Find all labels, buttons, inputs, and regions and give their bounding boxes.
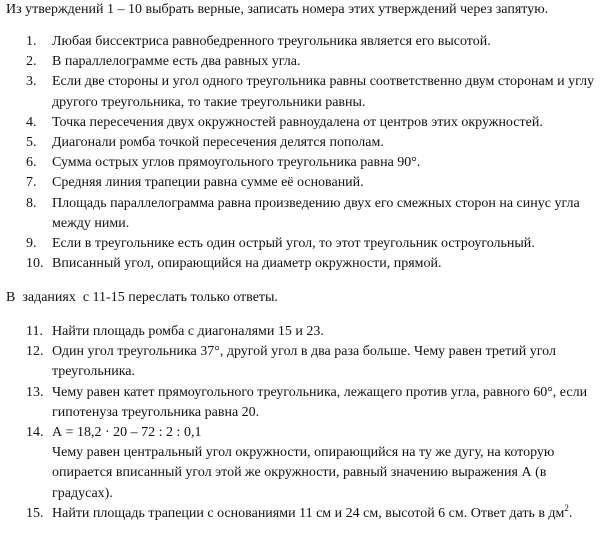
item-number: 11. (26, 324, 43, 339)
superscript-exponent: 2 (564, 502, 569, 513)
statements-list (0, 32, 608, 274)
item-text: Если в треугольнике есть один острый угол, то этот треугольник остроугольный. (52, 236, 535, 252)
item-text: Вписанный угол, опирающийся на диаметр окружности, прямой. (52, 256, 442, 272)
item-text: Найти площадь трапеции с основаниями 11 см и 24 см, высотой 6 см. Ответ дать в дм (52, 505, 565, 521)
item-text: Найти площадь ромба с диагоналями 15 и 23. (52, 324, 324, 339)
item-text: В параллелограмме есть два равных угла. (52, 54, 301, 70)
list-item (0, 32, 608, 52)
list-item (0, 322, 608, 342)
list-item (0, 72, 608, 112)
item-number: 13. (26, 384, 44, 400)
list-item (0, 234, 608, 254)
item-text: Если две стороны и угол одного треугольника равны соответственно двум сторонам и углу другого треугольника, то такие треугольники равны. (52, 74, 595, 110)
list-item (0, 153, 608, 173)
item-number: 15. (26, 505, 44, 521)
list-item (0, 194, 608, 234)
list-item (0, 133, 608, 153)
list-item (0, 113, 608, 133)
item-text: Чему равен катет прямоугольного треугольника, лежащего против угла, равного 60°, если гипотенуза треугольника равна 20. (52, 384, 588, 420)
item-number: 10. (26, 256, 44, 272)
list-item (0, 254, 608, 274)
item-text: Любая биссектриса равнобедренного треугольника является его высотой. (52, 34, 491, 49)
item-text: Сумма острых углов прямоугольного треугольника равна 90°. (52, 155, 421, 171)
item-text: Точка пересечения двух окружностей равноудалена от центров этих окружностей. (52, 114, 543, 130)
item-number: 7. (26, 175, 37, 191)
list-item (0, 52, 608, 72)
list-item (0, 173, 608, 193)
item-number: 1. (26, 34, 37, 49)
item-expression: А = 18,2 · 20 – 72 : 2 : 0,1 (52, 425, 202, 441)
item-number: 2. (26, 54, 37, 70)
list-item (0, 423, 608, 504)
item-number: 6. (26, 155, 37, 171)
tasks-list (0, 322, 608, 524)
item-number: 9. (26, 236, 37, 252)
list-item (0, 383, 608, 423)
item-text: Чему равен центральный угол окружности, опирающийся на ту же дугу, на которую опирается вписанный угол этой же окружности, равный значению выражения А (в градусах). (52, 445, 555, 501)
list-item (0, 342, 608, 382)
item-number: 4. (26, 114, 37, 130)
intro-instruction: Из утверждений 1 – 10 выбрать верные, записать номера этих утверждений через запятую. (6, 2, 549, 17)
item-number: 3. (26, 74, 37, 90)
item-text: Средняя линия трапеции равна сумме её оснований. (52, 175, 364, 191)
item-number: 12. (26, 344, 44, 360)
item-text: Диагонали ромба точкой пересечения делятся пополам. (52, 135, 384, 151)
item-number: 8. (26, 195, 37, 211)
item-number: 5. (26, 135, 37, 151)
section-title: В заданиях с 11-15 переслать только ответы. (6, 290, 278, 305)
item-text: Один угол треугольника 37°, другой угол в два раза больше. Чему равен третий угол треугольника. (52, 344, 556, 380)
item-text: Площадь параллелограмма равна произведению двух его смежных сторон на синус угла между ними. (52, 195, 580, 231)
list-item (0, 504, 608, 524)
item-text-tail: . (568, 505, 573, 521)
item-number: 14. (26, 425, 44, 441)
